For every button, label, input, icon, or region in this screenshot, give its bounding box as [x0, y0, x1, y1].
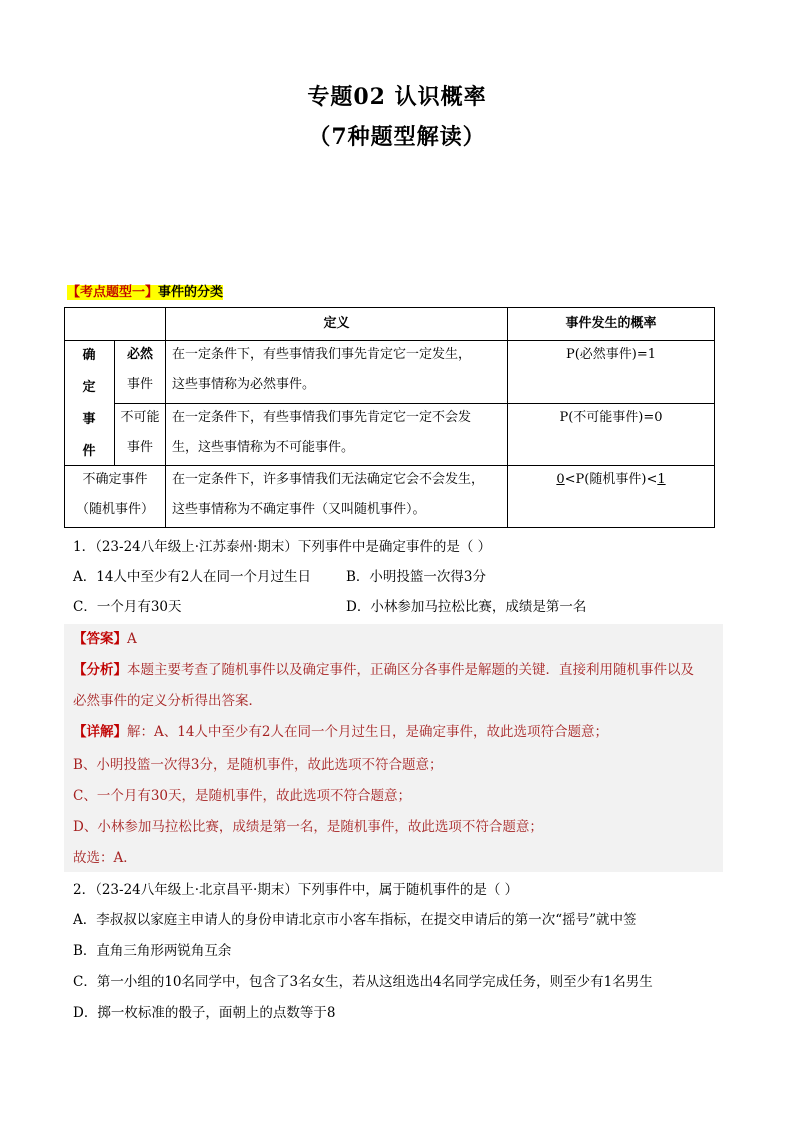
analysis-line-1: 【分析】本题主要考查了随机事件以及确定事件，正确区分各事件是解题的关键．直接利用随机事件以及: [73, 662, 694, 678]
header-probability: 事件发生的概率: [565, 316, 657, 331]
q2-option-a: A．李叔叔以家庭主申请人的身份申请北京市小客车指标，在提交申请后的第一次“摇号”就中签: [73, 912, 637, 928]
row-random-def-1: 在一定条件下，许多事情我们无法确定它会不会发生，: [172, 472, 485, 487]
section-label: 【考点题型一】: [67, 285, 159, 300]
row-impossible-prob: P(不可能事件)=0: [559, 410, 663, 425]
row-impossible-name-1: 不可能: [120, 410, 160, 425]
detail-line-4: D、小林参加马拉松比赛，成绩是第一名，是随机事件，故此选项不符合题意；: [73, 819, 543, 835]
detail-line-2: B、小明投篮一次得3分，是随机事件，故此选项不符合题意；: [73, 757, 443, 773]
detail-line-3: C、一个月有30天，是随机事件，故此选项不符合题意；: [73, 788, 412, 804]
section-topic: 事件的分类: [158, 285, 224, 300]
detail-line-1: 【详解】解：A、14人中至少有2人在同一个月过生日，是确定事件，故此选项符合题意；: [73, 724, 609, 740]
page-title: 专题02 认识概率: [307, 84, 487, 110]
q1-option-c: C．一个月有30天: [73, 599, 182, 615]
row-impossible-def-2: 生，这些事情称为不可能事件。: [172, 440, 355, 455]
row-certain-def-2: 这些事情称为必然事件。: [172, 377, 316, 392]
answer-choice: 故选：A．: [73, 850, 137, 866]
q1-option-d: D．小林参加马拉松比赛，成绩是第一名: [346, 599, 587, 615]
row-random-def-2: 这些事情称为不确定事件（又叫随机事件）。: [172, 502, 426, 517]
row-random-name-2: （随机事件）: [75, 502, 154, 517]
page-subtitle: （7种题型解读）: [308, 124, 486, 150]
analysis-line-2: 必然事件的定义分析得出答案．: [73, 693, 262, 709]
header-definition: 定义: [323, 316, 350, 331]
q2-option-d: D．掷一枚标准的骰子，面朝上的点数等于8: [73, 1005, 336, 1021]
row-certain-prob: P(必然事件)=1: [565, 347, 657, 362]
q1-option-a: A．14人中至少有2人在同一个月过生日: [73, 569, 312, 585]
row-certain-name-2: 事件: [126, 377, 153, 392]
event-classification-table: [64, 307, 715, 528]
q2-option-c: C．第一小组的10名同学中，包含了3名女生，若从这组选出4名同学完成任务，则至少有1名男生: [73, 974, 653, 990]
row-random-prob: 0<P(随机事件)<1: [556, 472, 666, 487]
q2-option-b: B．直角三角形两锐角互余: [73, 943, 232, 959]
certain-event-group-label: 确 定 事 件: [82, 348, 96, 459]
row-certain-name-1: 必然: [126, 347, 153, 362]
row-random-name-1: 不确定事件: [82, 472, 148, 487]
section-heading: [67, 284, 223, 302]
row-impossible-name-2: 事件: [126, 440, 153, 455]
q1-option-b: B．小明投篮一次得3分: [346, 569, 487, 585]
row-impossible-def-1: 在一定条件下，有些事情我们事先肯定它一定不会发: [172, 410, 472, 425]
q2-stem: 2．（23-24八年级上·北京昌平·期末）下列事件中，属于随机事件的是（ ）: [73, 882, 519, 898]
row-certain-def-1: 在一定条件下，有些事情我们事先肯定它一定发生，: [172, 347, 472, 362]
q1-stem: 1．（23-24八年级上·江苏泰州·期末）下列事件中是确定事件的是（ ）: [73, 539, 492, 555]
answer-line: 【答案】A: [73, 631, 137, 647]
